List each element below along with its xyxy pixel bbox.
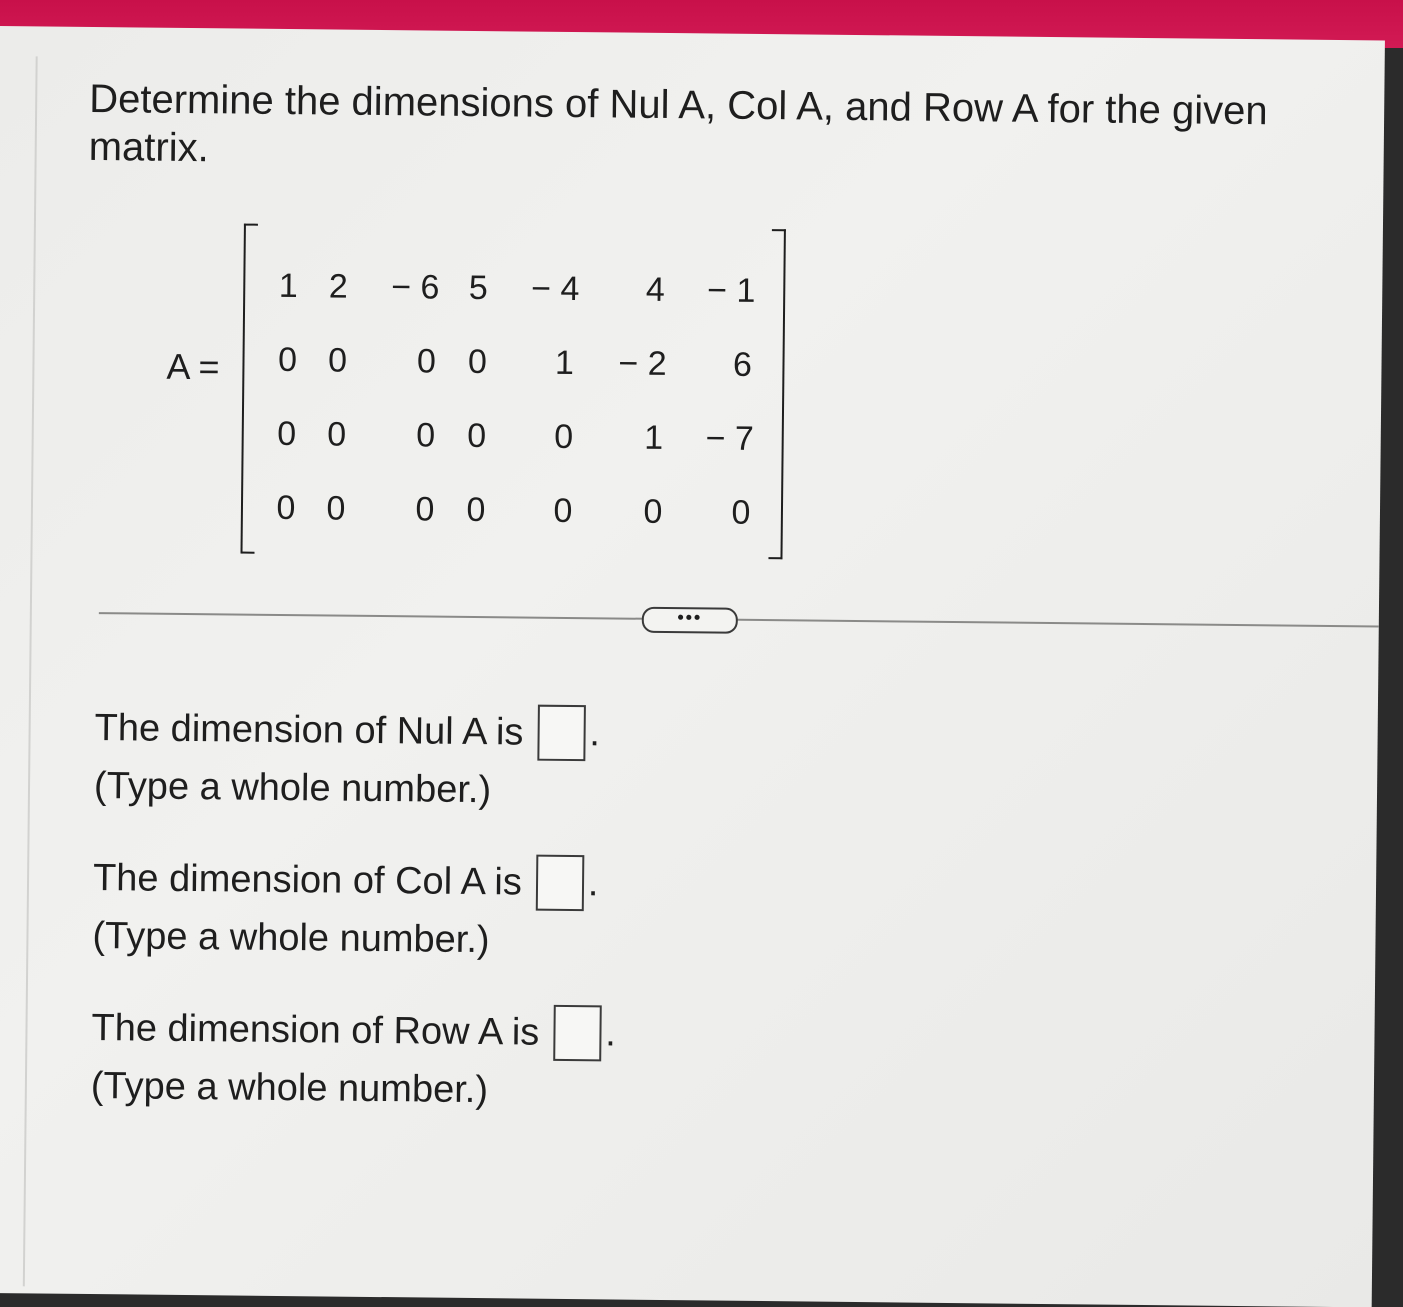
answer-period: . <box>605 1012 617 1055</box>
answer-hint: (Type a whole number.) <box>92 915 490 962</box>
matrix-label: A = <box>166 345 220 388</box>
matrix-cell: 0 <box>416 416 436 455</box>
answer-prompt: The dimension of Row A is <box>91 1007 540 1054</box>
matrix-cell: 4 <box>645 270 665 309</box>
question-text: Determine the dimensions of Nul A, Col A, and Row A for the given matrix. <box>88 76 1268 171</box>
matrix-cell: 0 <box>554 417 574 457</box>
answer-prompt: The dimension of Nul A is <box>94 707 524 754</box>
answer-row-a <box>91 999 617 1120</box>
matrix-cell: 0 <box>415 490 435 529</box>
matrix-cell: 0 <box>416 342 437 381</box>
answer-period: . <box>589 712 601 755</box>
matrix-right-bracket <box>768 229 785 559</box>
matrix-cell: 2 <box>328 267 348 306</box>
panel-left-edge <box>23 56 38 1286</box>
matrix-cell: − 6 <box>390 268 440 307</box>
matrix-cell: − 4 <box>530 269 580 309</box>
matrix-cell: 6 <box>732 345 753 384</box>
matrix-cell: − 2 <box>618 344 667 383</box>
answer-hint: (Type a whole number.) <box>93 765 492 812</box>
matrix-cell: − 1 <box>706 271 756 310</box>
matrix-cell: 0 <box>467 342 488 382</box>
matrix-cell: 0 <box>327 415 347 454</box>
matrix-cell: 0 <box>466 490 486 530</box>
nul-a-dimension-input[interactable] <box>537 705 586 761</box>
section-divider <box>99 612 1379 627</box>
matrix-cell: 1 <box>644 418 664 457</box>
matrix-left-bracket <box>240 224 257 554</box>
answer-period: . <box>587 862 599 905</box>
matrix-cell: 0 <box>277 340 298 380</box>
matrix-cell: 0 <box>553 491 573 531</box>
show-more-button[interactable]: ••• <box>642 607 738 634</box>
matrix-cell: 0 <box>326 489 346 528</box>
matrix-cell: 0 <box>643 492 663 531</box>
answer-prompt: The dimension of Col A is <box>92 857 523 904</box>
matrix-cell: 5 <box>468 268 488 308</box>
matrix-cell: 0 <box>276 488 296 528</box>
answer-col-a <box>92 849 599 970</box>
matrix-cell: 0 <box>327 341 348 380</box>
answer-nul-a <box>94 699 601 820</box>
matrix-cell: − 7 <box>705 419 755 458</box>
col-a-dimension-input[interactable] <box>536 855 585 911</box>
matrix-cell: 0 <box>467 416 487 456</box>
matrix-cell: 0 <box>277 414 297 454</box>
question-panel <box>0 26 1385 1307</box>
answer-hint: (Type a whole number.) <box>90 1065 489 1112</box>
matrix-cell: 1 <box>278 266 298 306</box>
row-a-dimension-input[interactable] <box>553 1005 602 1061</box>
matrix-cell: 0 <box>731 493 751 532</box>
matrix-cell: 1 <box>554 343 575 383</box>
